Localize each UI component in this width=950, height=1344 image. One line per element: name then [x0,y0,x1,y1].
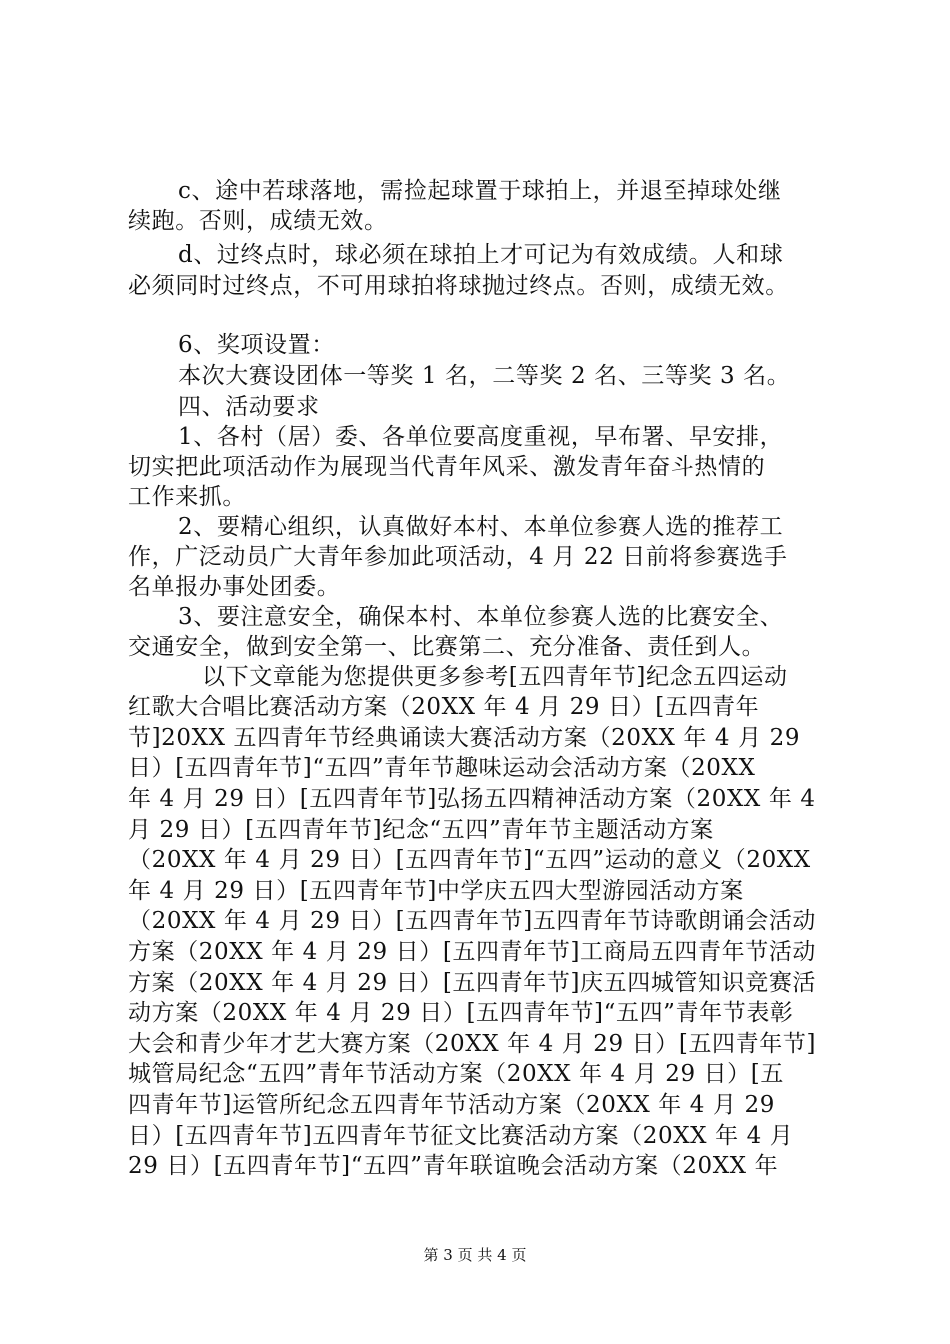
paragraph-line: d、过终点时，球必须在球拍上才可记为有效成绩。人和球 [178,242,784,268]
paragraph-line: 节]20XX 五四青年节经典诵读大赛活动方案（20XX 年 4 月 29 [128,725,801,751]
paragraph-line: 必须同时过终点，不可用球拍将球抛过终点。否则，成绩无效。 [128,273,789,299]
paragraph-line: 四青年节]运管所纪念五四青年节活动方案（20XX 年 4 月 29 [128,1092,775,1118]
paragraph-line: 红歌大合唱比赛活动方案（20XX 年 4 月 29 日）[五四青年 [128,694,760,720]
paragraph-line: 29 日）[五四青年节]“五四”青年联谊晚会活动方案（20XX 年 [128,1153,779,1179]
paragraph-line: 大会和青少年才艺大赛方案（20XX 年 4 月 29 日）[五四青年节] [128,1031,817,1057]
paragraph-line: 3、要注意安全，确保本村、本单位参赛人选的比赛安全、 [178,604,784,630]
paragraph-line: 交通安全，做到安全第一、比赛第二、充分准备、责任到人。 [128,634,766,660]
paragraph-line: 动方案（20XX 年 4 月 29 日）[五四青年节]“五四”青年节表彰 [128,1000,794,1026]
section-heading: 四、活动要求 [178,394,320,420]
paragraph-line: 续跑。否则，成绩无效。 [128,208,388,234]
paragraph-line: 本次大赛设团体一等奖 1 名，二等奖 2 名、三等奖 3 名。 [178,363,791,389]
paragraph-line: （20XX 年 4 月 29 日）[五四青年节]“五四”运动的意义（20XX [128,847,811,873]
paragraph-line: 工作来抓。 [128,484,246,510]
page-footer: 第 3 页 共 4 页 [423,1246,527,1264]
paragraph-line: 城管局纪念“五四”青年节活动方案（20XX 年 4 月 29 日）[五 [128,1061,784,1087]
paragraph-line: c、途中若球落地，需捡起球置于球拍上，并退至掉球处继 [178,178,782,204]
paragraph-line: 名单报办事处团委。 [128,574,341,600]
paragraph-line: 年 4 月 29 日）[五四青年节]中学庆五四大型游园活动方案 [128,878,744,904]
paragraph-line: 方案（20XX 年 4 月 29 日）[五四青年节]工商局五四青年节活动 [128,939,817,965]
paragraph-line: 以下文章能为您提供更多参考[五四青年节]纪念五四运动 [202,664,788,690]
paragraph-line: 切实把此项活动作为展现当代青年风采、激发青年奋斗热情的 [128,454,766,480]
paragraph-line: 6、奖项设置： [178,332,335,358]
paragraph-line: 日）[五四青年节]五四青年节征文比赛活动方案（20XX 年 4 月 [128,1123,794,1149]
paragraph-line: 2、要精心组织，认真做好本村、本单位参赛人选的推荐工 [178,514,784,540]
paragraph-line: 方案（20XX 年 4 月 29 日）[五四青年节]庆五四城管知识竞赛活 [128,970,817,996]
paragraph-line: 1、各村（居）委、各单位要高度重视，早布署、早安排， [178,424,784,450]
paragraph-line: （20XX 年 4 月 29 日）[五四青年节]五四青年节诗歌朗诵会活动 [128,908,817,934]
paragraph-line: 年 4 月 29 日）[五四青年节]弘扬五四精神活动方案（20XX 年 4 [128,786,816,812]
paragraph-line: 月 29 日）[五四青年节]纪念“五四”青年节主题活动方案 [128,817,714,843]
paragraph-line: 作，广泛动员广大青年参加此项活动，4 月 22 日前将参赛选手 [128,544,788,570]
paragraph-line: 日）[五四青年节]“五四”青年节趣味运动会活动方案（20XX [128,755,756,781]
